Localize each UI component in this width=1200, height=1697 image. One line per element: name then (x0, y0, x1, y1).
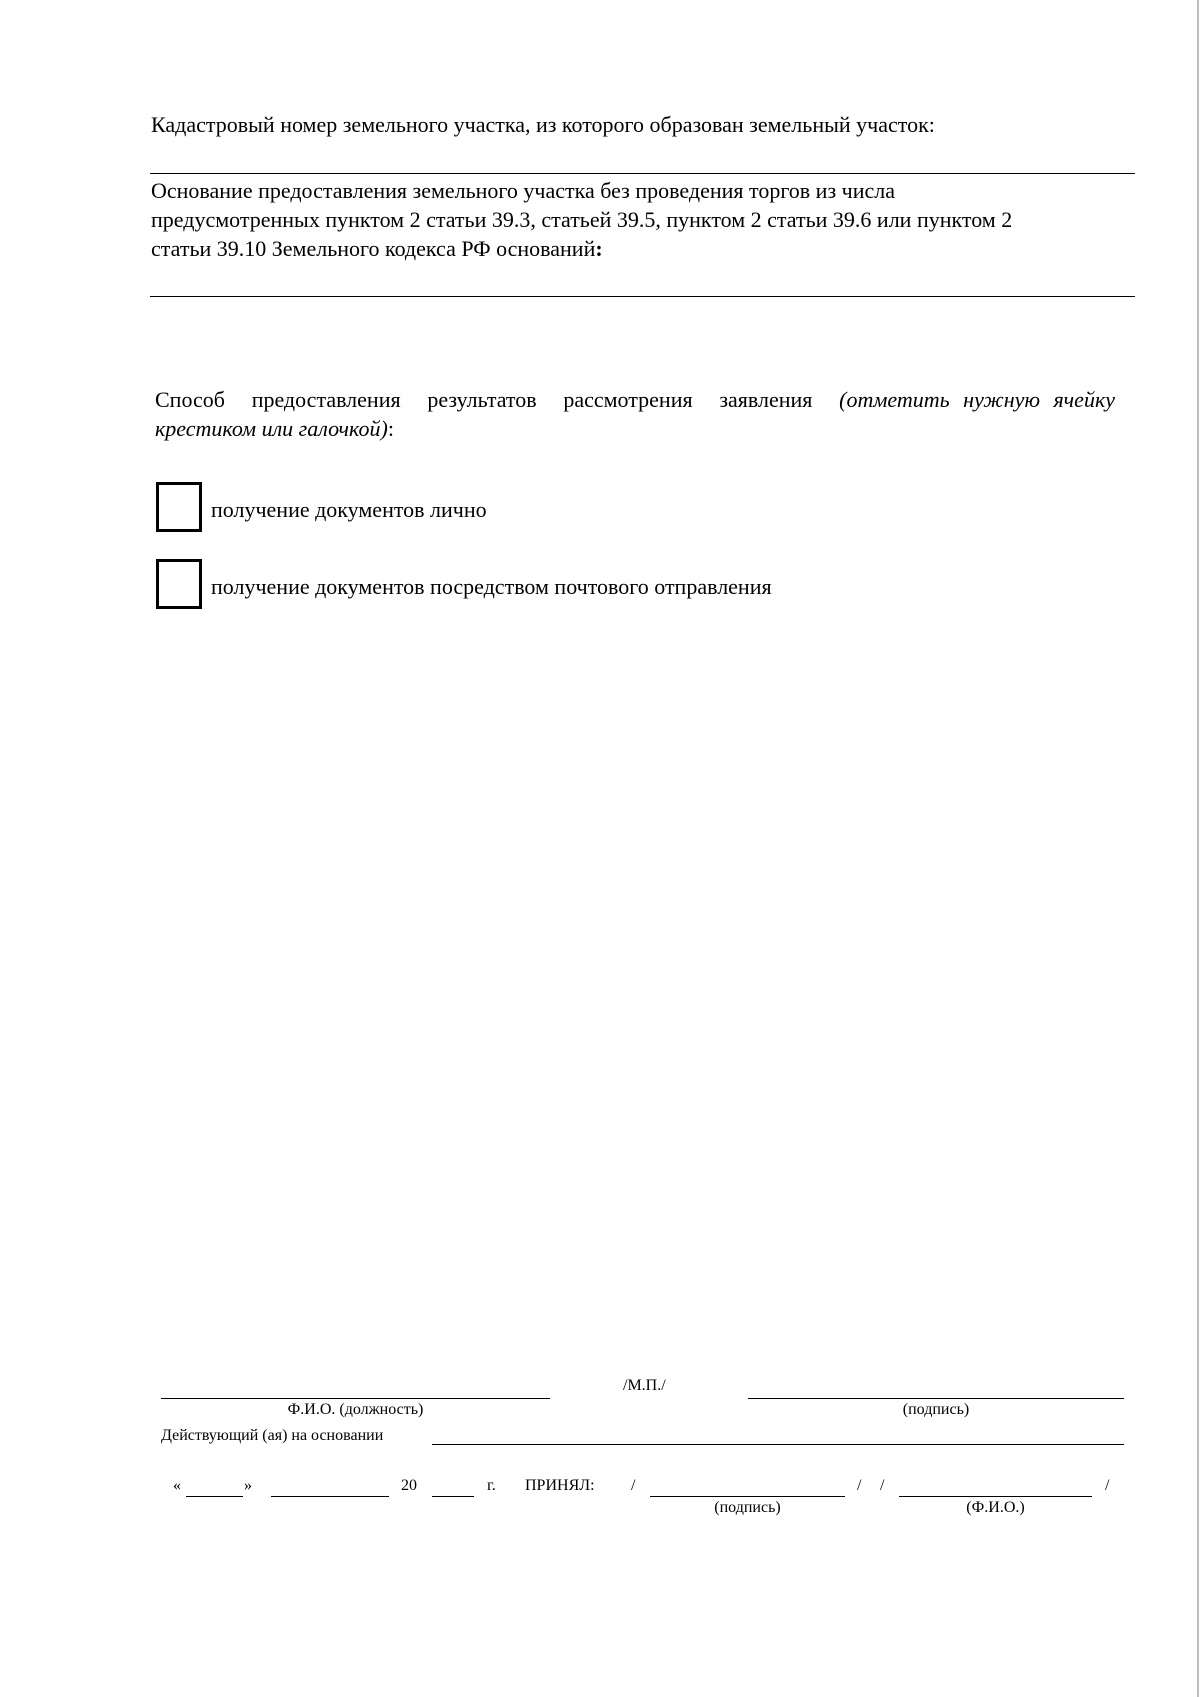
delivery-option-personal-checkbox[interactable] (156, 482, 202, 532)
slash-4: / (1105, 1477, 1110, 1494)
receiver-fio-field[interactable] (899, 1496, 1092, 1497)
fio-position-field[interactable] (161, 1398, 550, 1399)
slash-2: / (857, 1477, 862, 1494)
receiver-signature-field[interactable] (650, 1496, 845, 1497)
year-suffix: г. (487, 1477, 496, 1494)
signature-caption: (подпись) (902, 1401, 970, 1418)
receiver-signature-caption: (подпись) (714, 1499, 781, 1516)
delivery-label-word-5: заявления (719, 387, 813, 412)
slash-3: / (880, 1477, 885, 1494)
stamp-placeholder: /М.П./ (623, 1377, 666, 1394)
delivery-hint-part-1: (отметить нужную ячейку (839, 387, 1115, 412)
delivery-method-label (155, 385, 1115, 443)
basis-colon: : (595, 236, 603, 261)
date-quote-open: « (173, 1477, 181, 1494)
delivery-label-word-1: Способ (155, 387, 225, 412)
date-year-field[interactable] (432, 1496, 474, 1497)
delivery-option-mail-checkbox[interactable] (156, 559, 202, 609)
delivery-label-word-4: рассмотрения (563, 387, 693, 412)
delivery-label-word-3: результатов (427, 387, 537, 412)
delivery-label-line-2 (155, 414, 1115, 443)
date-month-field[interactable] (271, 1496, 389, 1497)
date-quote-close: » (244, 1477, 252, 1494)
basis-field[interactable] (150, 296, 1135, 297)
basis-line-3-text: статьи 39.10 Земельного кодекса РФ оснований (151, 236, 596, 261)
slash-1: / (631, 1477, 636, 1494)
page-edge (1197, 0, 1199, 1697)
fio-position-caption: Ф.И.О. (должность) (287, 1401, 424, 1418)
signature-field[interactable] (748, 1398, 1124, 1399)
accepted-label: ПРИНЯЛ: (525, 1477, 595, 1494)
basis-line-3 (151, 234, 603, 263)
delivery-label-line-1 (155, 385, 1115, 414)
delivery-option-mail-label: получение документов посредством почтового отправления (211, 574, 772, 599)
acting-basis-field[interactable] (432, 1444, 1124, 1445)
receiver-fio-caption: (Ф.И.О.) (966, 1499, 1025, 1516)
basis-line-2: предусмотренных пунктом 2 статьи 39.3, статьей 39.5, пунктом 2 статьи 39.6 или пунктом 2 (151, 207, 1013, 232)
cadastral-number-field[interactable] (150, 173, 1135, 174)
delivery-label-word-2: предоставления (251, 387, 401, 412)
year-prefix: 20 (401, 1477, 417, 1494)
delivery-option-personal-label: получение документов лично (211, 497, 487, 522)
date-day-field[interactable] (186, 1496, 243, 1497)
delivery-label-colon: : (387, 416, 394, 441)
delivery-hint-part-2: крестиком или галочкой) (155, 416, 388, 441)
acting-basis-label: Действующий (ая) на основании (161, 1427, 384, 1444)
basis-line-1: Основание предоставления земельного участка без проведения торгов из числа (151, 178, 895, 203)
cadastral-number-label: Кадастровый номер земельного участка, из которого образован земельный участок: (151, 112, 935, 137)
